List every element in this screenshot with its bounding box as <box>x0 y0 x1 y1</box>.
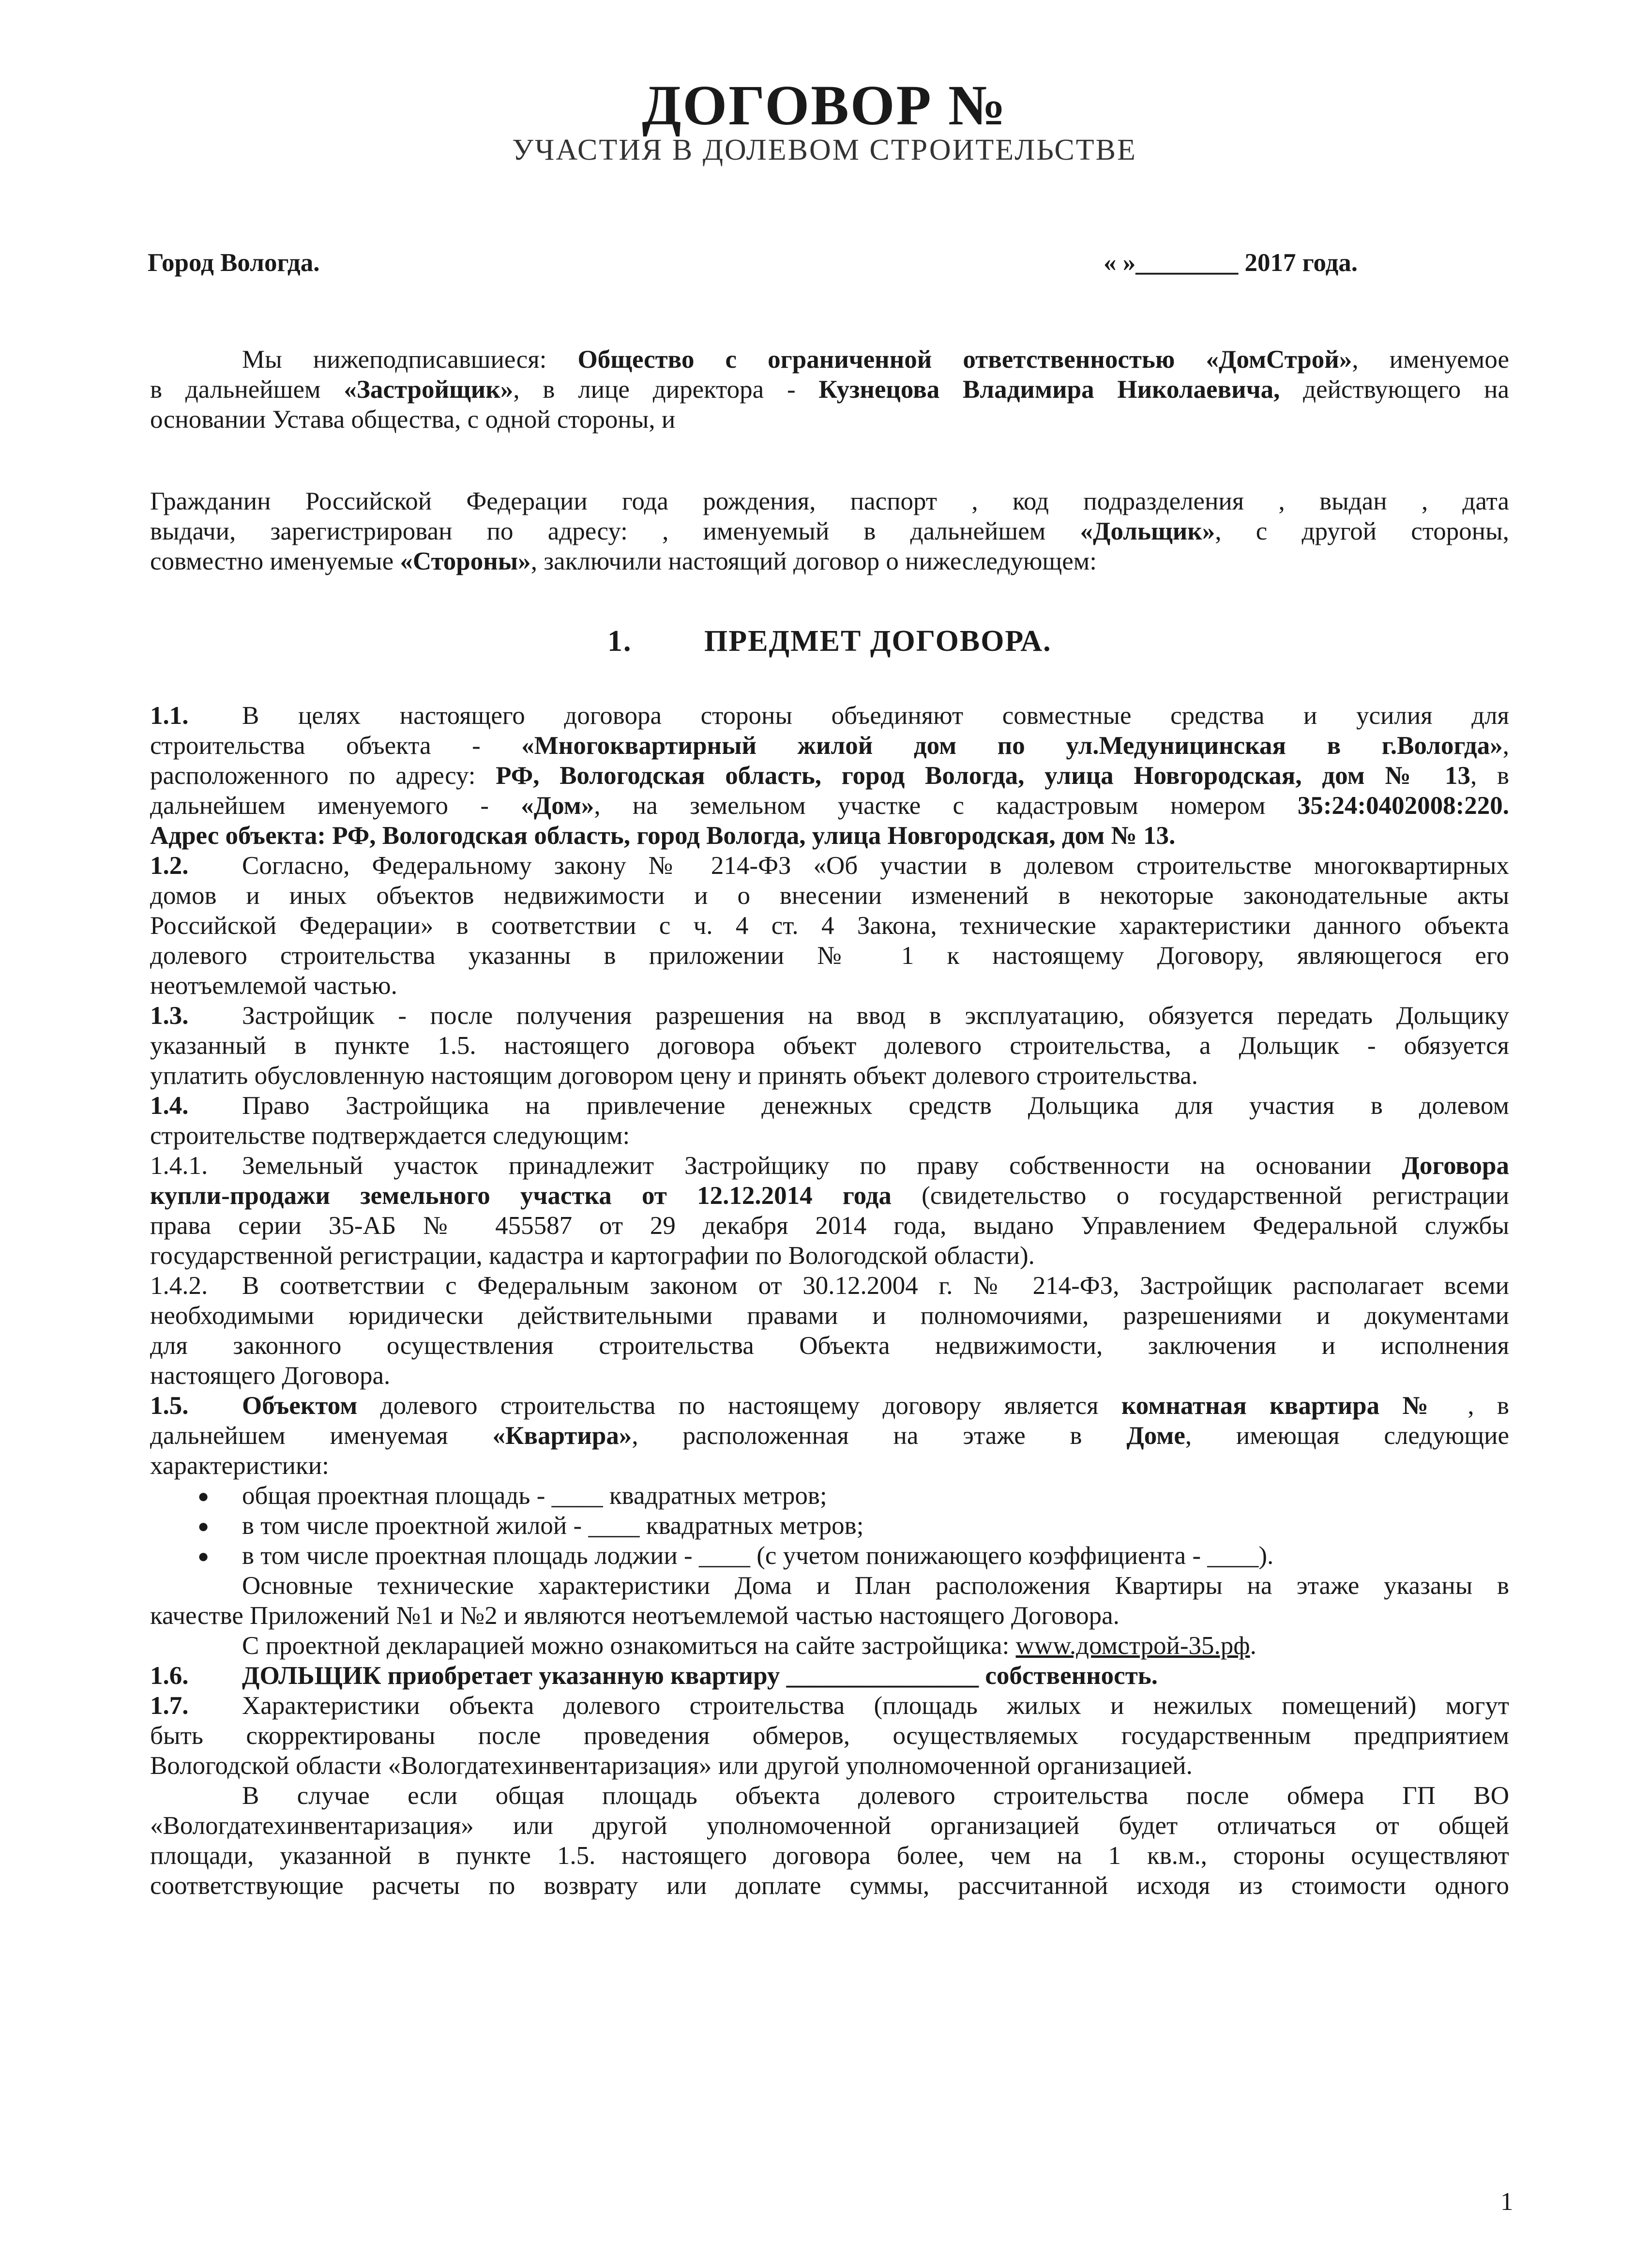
clause-1-7-par2-line2: «Вологдатехинвентаризация» или другой уполномоченной организацией будет отличаться от общей <box>150 1812 1509 1840</box>
clause-1-4-2-line3: для законного осуществления строительства Объекта недвижимости, заключения и исполнения <box>150 1332 1509 1360</box>
clause-1-5-note2: качестве Приложений №1 и №2 и являются неотъемлемой частью настоящего Договора. <box>150 1602 1120 1630</box>
clause-1-4-line1: 1.4. Право Застройщика на привлечение денежных средств Дольщика для участия в долевом <box>150 1092 1509 1120</box>
party1-line2: в дальнейшем «Застройщик», в лице директора - Кузнецова Владимира Николаевича, действующего на <box>150 375 1509 404</box>
clause-1-6: 1.6. ДОЛЬЩИК приобретает указанную квартиру _______________ собственность. <box>150 1662 1158 1690</box>
clause-1-4-1-line4: государственной регистрации, кадастра и картографии по Вологодской области). <box>150 1242 1035 1270</box>
clause-1-5-line1: 1.5. Объектом долевого строительства по настоящему договору является комнатная квартира № , в <box>150 1392 1509 1420</box>
clause-1-2-line4: долевого строительства указанны в приложении № 1 к настоящему Договору, являющегося его <box>150 942 1509 970</box>
clause-1-2-line5: неотъемлемой частью. <box>150 972 397 1000</box>
clause-1-1-line3: расположенного по адресу: РФ, Вологодская область, город Вологда, улица Новгородская, дом № 13, в <box>150 762 1510 790</box>
clause-1-7-par2-line1: В случае если общая площадь объекта долевого строительства после обмера ГП ВО <box>242 1782 1509 1810</box>
party1-line3: основании Устава общества, с одной стороны, и <box>150 406 676 434</box>
clause-1-4-1-line1: 1.4.1. Земельный участок принадлежит Застройщику по праву собственности на основании Договора <box>150 1152 1509 1180</box>
clause-1-5-note1: Основные технические характеристики Дома и План расположения Квартиры на этаже указаны в <box>242 1572 1509 1600</box>
clause-1-5-note3: С проектной декларацией можно ознакомиться на сайте застройщика: www.домстрой-35.рф. <box>242 1632 1256 1660</box>
document-subtitle: УЧАСТИЯ В ДОЛЕВОМ СТРОИТЕЛЬСТВЕ <box>512 134 1137 166</box>
clause-1-5-line3: характеристики: <box>150 1452 329 1480</box>
contract-date: « »________ 2017 года. <box>1104 249 1358 277</box>
clause-1-3-line1: 1.3. Застройщик - после получения разрешения на ввод в эксплуатацию, обязуется передать Дольщику <box>150 1002 1509 1030</box>
clause-1-7-line1: 1.7. Характеристики объекта долевого строительства (площадь жилых и нежилых помещений) могут <box>150 1692 1509 1720</box>
clause-1-1-line5: Адрес объекта: РФ, Вологодская область, город Вологда, улица Новгородская, дом № 13. <box>150 822 1176 850</box>
party2-line3: совместно именуемые «Стороны», заключили настоящий договор о нижеследующем: <box>150 547 1097 575</box>
bullet-loggia-area: в том числе проектная площадь лоджии - ____ (с учетом понижающего коэффициента - ____). <box>242 1542 1274 1570</box>
clause-1-2-line3: Российской Федерации» в соответствии с ч. 4 ст. 4 Закона, технические характеристики данного объекта <box>150 912 1509 940</box>
clause-1-7-line2: быть скорректированы после проведения обмеров, осуществляемых государственным предприятием <box>150 1722 1509 1750</box>
clause-1-1-line1: 1.1. В целях настоящего договора стороны объединяют совместные средства и усилия для <box>150 702 1509 730</box>
bullet-living-area: в том числе проектной жилой - ____ квадратных метров; <box>242 1512 864 1540</box>
clause-1-2-line2: домов и иных объектов недвижимости и о внесении изменений в некоторые законодательные акты <box>150 882 1509 910</box>
clause-1-4-1-line3: права серии 35-АБ № 455587 от 29 декабря 2014 года, выдано Управлением Федеральной службы <box>150 1212 1509 1240</box>
document-title: ДОГОВОР № <box>642 74 1007 137</box>
clause-1-4-1-line2: купли-продажи земельного участка от 12.12.2014 года (свидетельство о государственной регистрации <box>150 1182 1509 1210</box>
bullet-icon: ● <box>197 1485 210 1507</box>
section-heading: 1. ПРЕДМЕТ ДОГОВОРА. <box>607 625 1052 658</box>
clause-1-1-line4: дальнейшем именуемого - «Дом», на земельном участке с кадастровым номером 35:24:0402008:220. <box>150 792 1510 820</box>
bullet-icon: ● <box>197 1545 210 1567</box>
party1-line1: Мы нижеподписавшиеся: Общество с ограниченной ответственностью «ДомСтрой», именуемое <box>242 345 1509 374</box>
clause-1-7-par2-line3: площади, указанной в пункте 1.5. настоящего договора более, чем на 1 кв.м., стороны осуществляют <box>150 1842 1509 1870</box>
clause-1-5-line2: дальнейшем именуемая «Квартира», расположенная на этаже в Доме, имеющая следующие <box>150 1422 1509 1450</box>
clause-1-2-line1: 1.2. Согласно, Федеральному закону № 214-ФЗ «Об участии в долевом строительстве многоквартирных <box>150 852 1509 880</box>
clause-1-3-line3: уплатить обусловленную настоящим договором цену и принять объект долевого строительства. <box>150 1062 1198 1090</box>
clause-1-4-2-line4: настоящего Договора. <box>150 1362 391 1390</box>
party2-line2: выдачи, зарегистрирован по адресу: , именуемый в дальнейшем «Дольщик», с другой стороны, <box>150 517 1509 545</box>
bullet-icon: ● <box>197 1515 210 1537</box>
clause-1-3-line2: указанный в пункте 1.5. настоящего договора объект долевого строительства, а Дольщик - обязуется <box>150 1032 1509 1060</box>
city: Город Вологда. <box>148 249 320 277</box>
page-number: 1 <box>1500 2188 1513 2216</box>
clause-1-4-line2: строительстве подтверждается следующим: <box>150 1122 630 1150</box>
clause-1-4-2-line1: 1.4.2. В соответствии с Федеральным законом от 30.12.2004 г. № 214-ФЗ, Застройщик располагает всеми <box>150 1272 1509 1300</box>
bullet-total-area: общая проектная площадь - ____ квадратных метров; <box>242 1482 827 1510</box>
party2-line1: Гражданин Российской Федерации года рождения, паспорт , код подразделения , выдан , дата <box>150 487 1509 515</box>
clause-1-7-par2-line4: соответствующие расчеты по возврату или доплате суммы, рассчитанной исходя из стоимости одного <box>150 1872 1509 1900</box>
clause-1-4-2-line2: необходимыми юридически действительными правами и полномочиями, разрешениями и документами <box>150 1302 1509 1330</box>
clause-1-7-line3: Вологодской области «Вологдатехинвентаризация» или другой уполномоченной организацией. <box>150 1752 1193 1780</box>
clause-1-1-line2: строительства объекта - «Многоквартирный жилой дом по ул.Медуницинская в г.Вологда», <box>150 732 1509 760</box>
website-link[interactable]: www.домстрой-35.рф <box>1015 1632 1250 1660</box>
